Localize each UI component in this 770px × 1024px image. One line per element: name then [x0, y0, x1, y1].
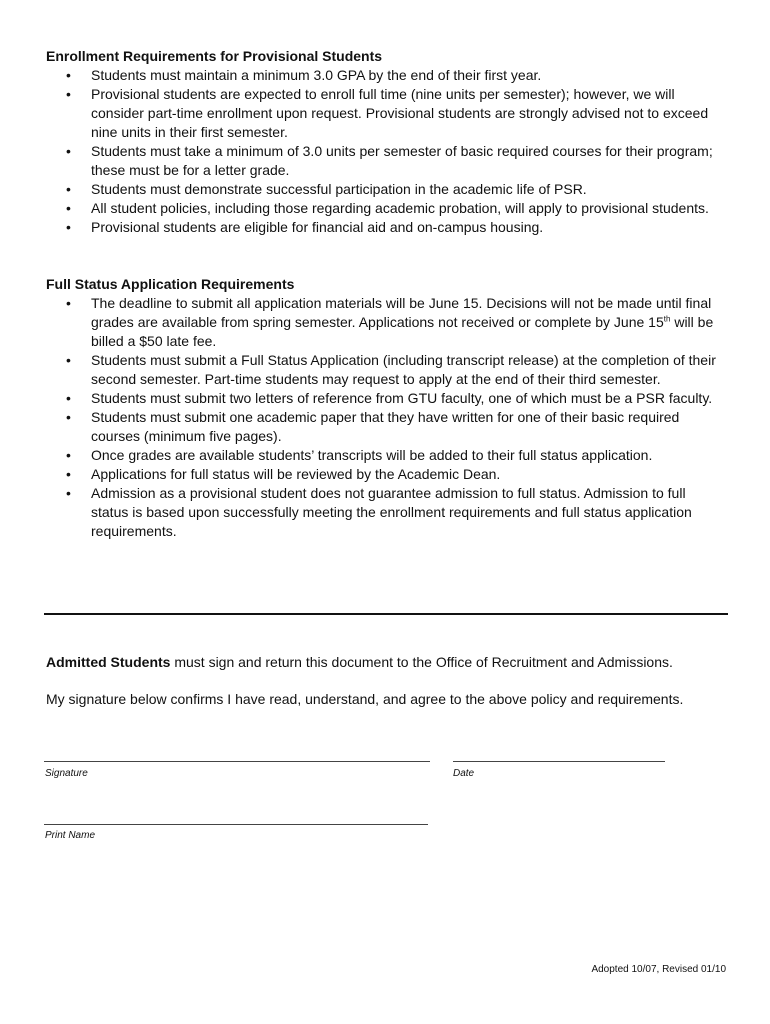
confirm-statement: My signature below confirms I have read, understand, and agree to the above policy and requirements.	[46, 691, 684, 707]
bullet-icon: •	[66, 181, 71, 197]
bullet-icon: •	[66, 352, 71, 368]
bullet-icon: •	[66, 200, 71, 216]
full-status-list	[66, 294, 726, 541]
bullet-icon: •	[66, 485, 71, 501]
bullet-icon: •	[66, 466, 71, 482]
bullet-icon: •	[66, 409, 71, 425]
date-line[interactable]	[453, 761, 665, 762]
list-item: • The deadline to submit all application materials will be June 15. Decisions will not be made until final grades are available from spring semester. Applications not received or complete by June 15th will be billed a $50 late fee.	[66, 295, 714, 349]
list-item: • Applications for full status will be reviewed by the Academic Dean.	[66, 466, 501, 482]
list-item: • Admission as a provisional student does not guarantee admission to full status. Admission to full status is based upon successfully meeting the enrollment requirements and full status application requirements.	[66, 485, 692, 539]
bullet-icon: •	[66, 143, 71, 159]
print-name-label: Print Name	[45, 830, 96, 841]
signature-label: Signature	[45, 768, 88, 779]
date-label: Date	[453, 768, 475, 779]
list-item: • Students must submit one academic paper that they have written for one of their basic required courses (minimum five pages).	[66, 409, 680, 444]
section-divider	[44, 613, 728, 615]
bullet-icon: •	[66, 219, 71, 235]
bullet-icon: •	[66, 390, 71, 406]
enrollment-title: Enrollment Requirements for Provisional Students	[46, 48, 383, 64]
list-item: • All student policies, including those regarding academic probation, will apply to provisional students.	[66, 200, 709, 216]
full-status-title: Full Status Application Requirements	[46, 276, 295, 292]
enrollment-list	[66, 66, 726, 237]
list-item: • Once grades are available students’ transcripts will be added to their full status application.	[66, 447, 653, 463]
list-item: • Students must demonstrate successful participation in the academic life of PSR.	[66, 181, 587, 197]
signature-line[interactable]	[44, 761, 430, 762]
list-item: • Provisional students are eligible for financial aid and on-campus housing.	[66, 219, 544, 235]
revision-footer: Adopted 10/07, Revised 01/10	[591, 964, 726, 975]
list-item: • Students must submit a Full Status Application (including transcript release) at the completion of their second semester. Part-time students may request to apply at the end of their third semester.	[66, 352, 716, 387]
admitted-statement: Admitted Students must sign and return this document to the Office of Recruitment and Admissions.	[46, 654, 673, 670]
list-item: • Provisional students are expected to enroll full time (nine units per semester); however, we will consider part-time enrollment upon request. Provisional students are strongly advised not to exceed nine units in their first semester.	[66, 86, 709, 140]
bullet-icon: •	[66, 295, 71, 311]
bullet-icon: •	[66, 447, 71, 463]
bullet-icon: •	[66, 67, 71, 83]
print-name-line[interactable]	[44, 824, 428, 825]
bullet-icon: •	[66, 86, 71, 102]
list-item: • Students must maintain a minimum 3.0 GPA by the end of their first year.	[66, 67, 542, 83]
list-item: • Students must submit two letters of reference from GTU faculty, one of which must be a PSR faculty.	[66, 390, 713, 406]
list-item: • Students must take a minimum of 3.0 units per semester of basic required courses for their program; these must be for a letter grade.	[66, 143, 713, 178]
